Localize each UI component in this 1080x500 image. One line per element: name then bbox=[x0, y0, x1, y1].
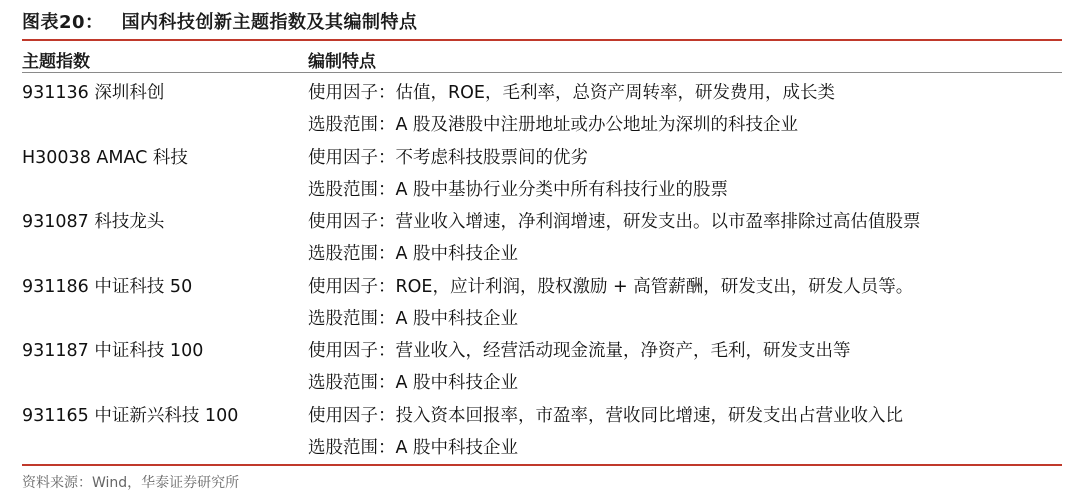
index-name: 931165 中证新兴科技 100 bbox=[22, 405, 239, 426]
figure-label: 图表20： bbox=[22, 12, 104, 33]
figure-title bbox=[22, 8, 418, 34]
table-row bbox=[22, 142, 1062, 207]
scope-text: 选股范围：A 股中基协行业分类中所有科技行业的股票 bbox=[308, 179, 729, 200]
header-divider bbox=[22, 72, 1062, 73]
table-body bbox=[22, 77, 1062, 464]
header-index: 主题指数 bbox=[22, 52, 90, 72]
table-row bbox=[22, 335, 1062, 400]
table-header bbox=[22, 47, 1062, 73]
table-row bbox=[22, 400, 1062, 465]
scope-text: 选股范围：A 股中科技企业 bbox=[308, 244, 519, 264]
factors-text: 使用因子：营业收入增速，净利润增速，研发支出。以市盈率排除过高估值股票 bbox=[308, 212, 921, 232]
table-row bbox=[22, 206, 1062, 271]
source-note: 资料来源：Wind，华泰证券研究所 bbox=[22, 475, 240, 491]
table-row bbox=[22, 77, 1062, 142]
scope-text: 选股范围：A 股及港股中注册地址或办公地址为深圳的科技企业 bbox=[308, 115, 799, 135]
header-features: 编制特点 bbox=[308, 52, 376, 72]
top-divider bbox=[22, 39, 1062, 41]
scope-text: 选股范围：A 股中科技企业 bbox=[308, 373, 519, 393]
index-name: 931136 深圳科创 bbox=[22, 83, 165, 103]
factors-text: 使用因子：投入资本回报率，市盈率，营收同比增速，研发支出占营业收入比 bbox=[308, 405, 903, 426]
factors-text: 使用因子：不考虑科技股票间的优劣 bbox=[308, 147, 588, 168]
factors-text: 使用因子：ROE，应计利润，股权激励 + 高管薪酬，研发支出，研发人员等。 bbox=[308, 276, 914, 297]
index-name: 931187 中证科技 100 bbox=[22, 341, 204, 361]
index-name: 931186 中证科技 50 bbox=[22, 276, 193, 297]
factors-text: 使用因子：营业收入，经营活动现金流量，净资产，毛利，研发支出等 bbox=[308, 341, 851, 361]
index-name: 931087 科技龙头 bbox=[22, 212, 165, 232]
scope-text: 选股范围：A 股中科技企业 bbox=[308, 308, 519, 329]
factors-text: 使用因子：估值，ROE，毛利率，总资产周转率，研发费用，成长类 bbox=[308, 83, 835, 103]
table-row bbox=[22, 271, 1062, 336]
figure-title-text: 国内科技创新主题指数及其编制特点 bbox=[121, 12, 418, 33]
bottom-divider bbox=[22, 464, 1062, 466]
scope-text: 选股范围：A 股中科技企业 bbox=[308, 437, 519, 458]
index-name: H30038 AMAC 科技 bbox=[22, 147, 188, 168]
